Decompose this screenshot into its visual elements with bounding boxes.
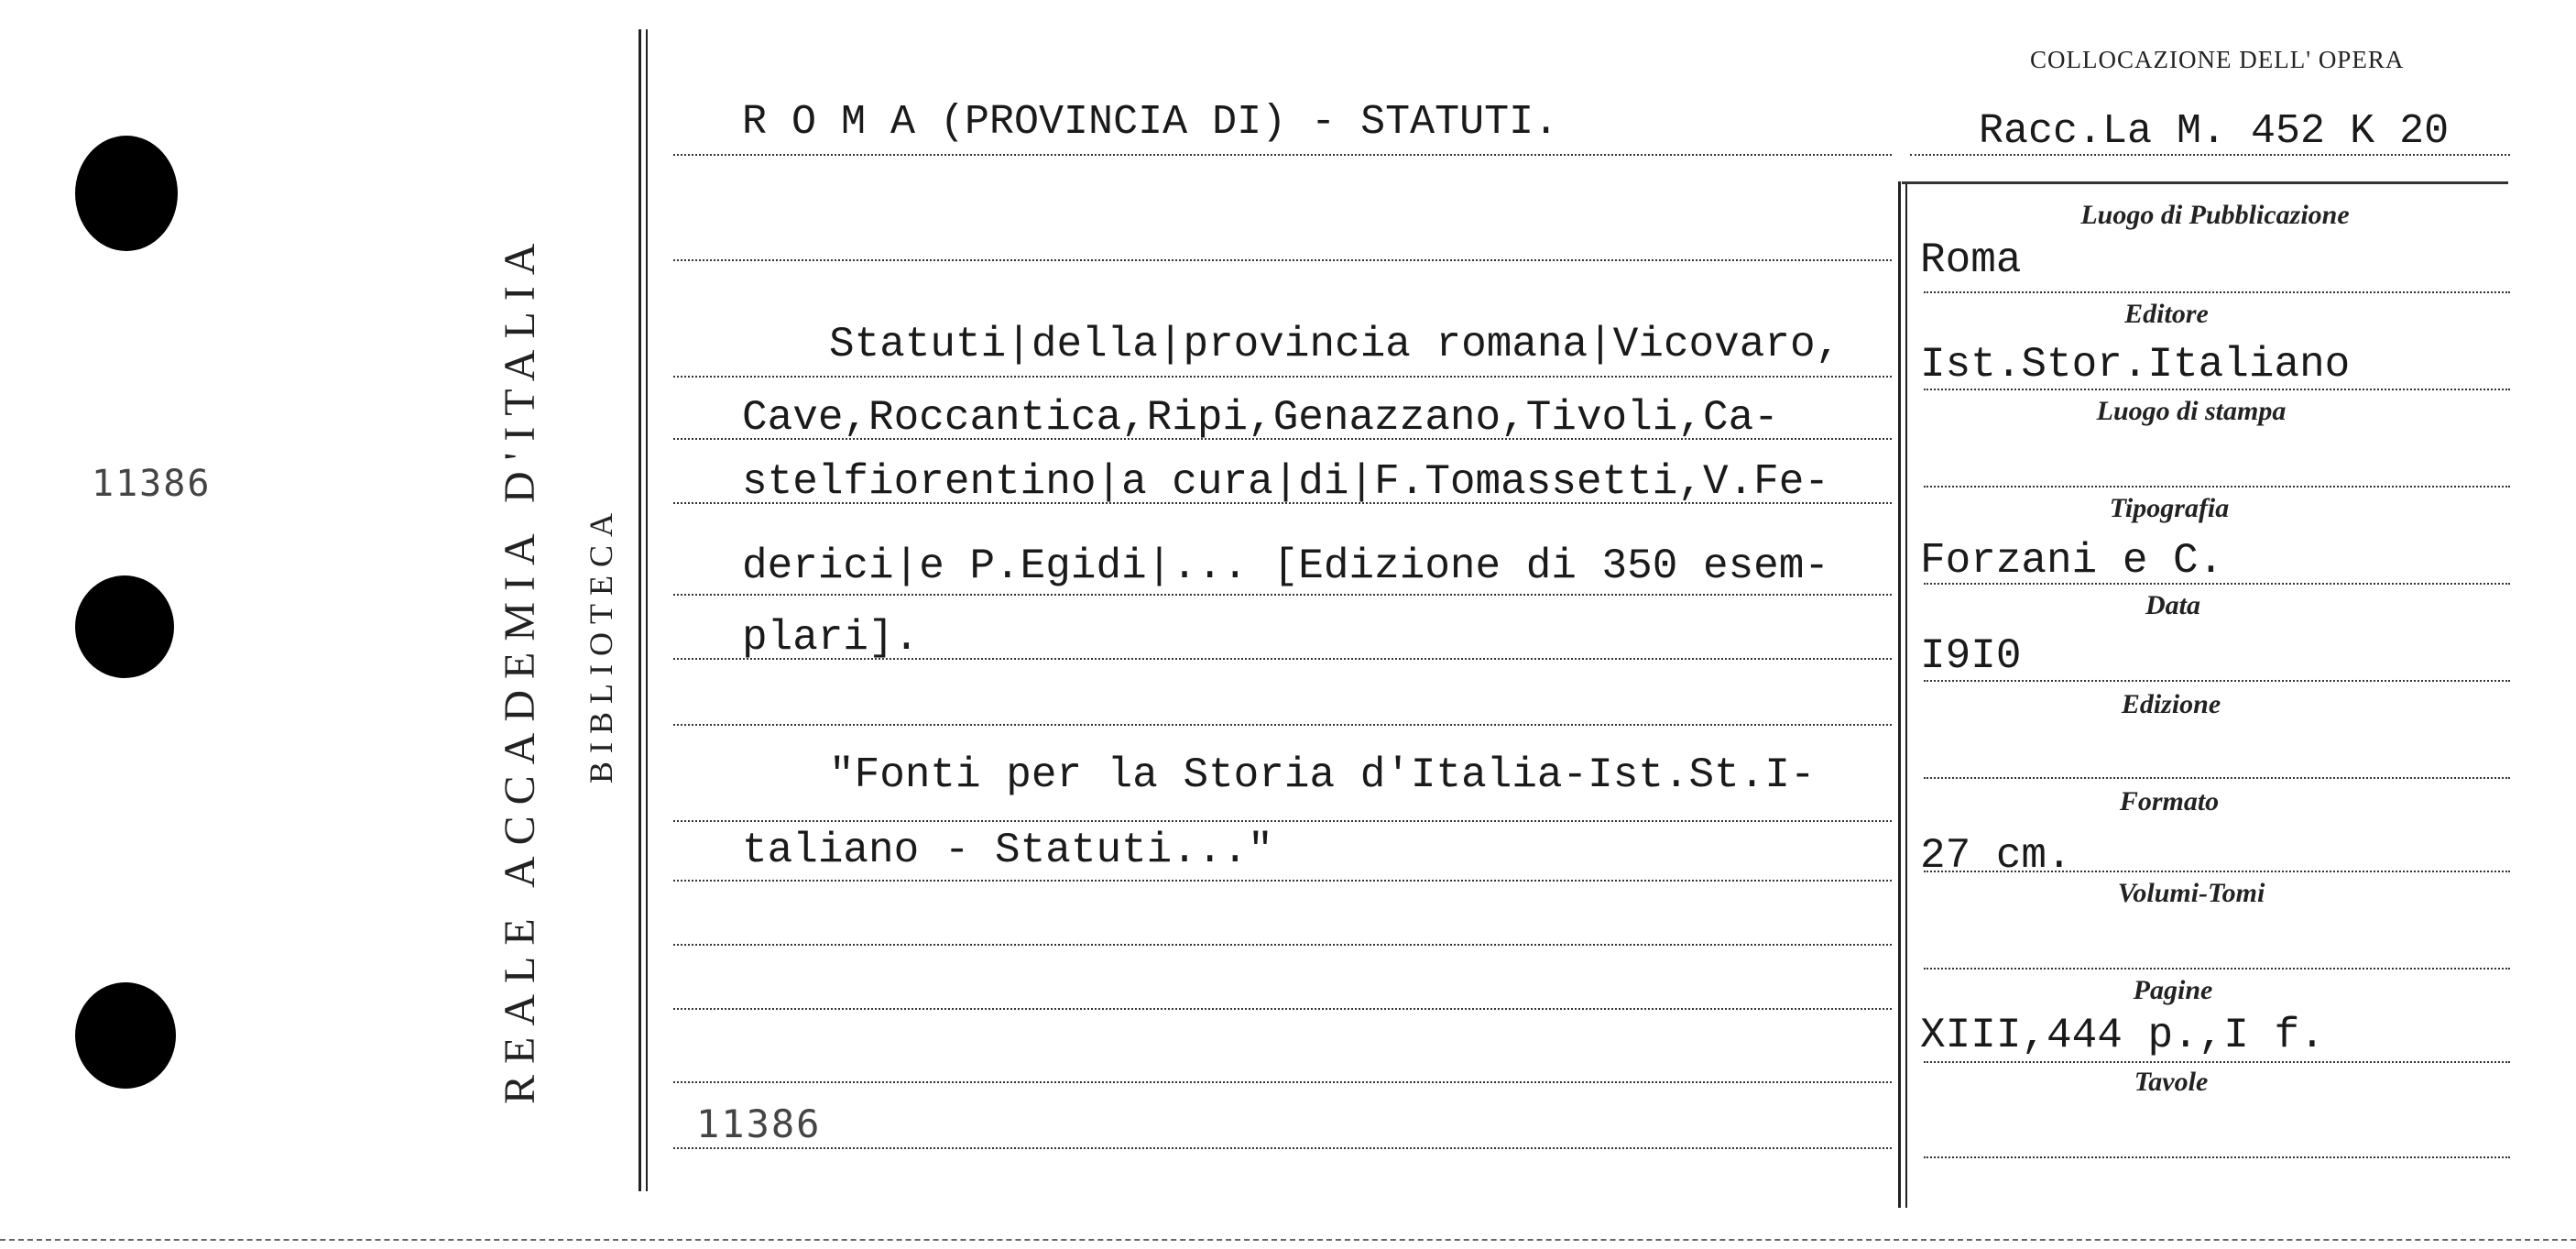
field-line xyxy=(1924,583,2510,585)
field-line xyxy=(1924,968,2510,970)
ruling-line xyxy=(673,1081,1892,1083)
description-line: Cave,Roccantica,Ripi,Genazzano,Tivoli,Ca- xyxy=(742,394,1779,442)
ruling-line xyxy=(673,594,1892,596)
ruling-line xyxy=(673,376,1892,378)
punch-hole-middle xyxy=(75,575,174,678)
field-line xyxy=(1924,1156,2510,1158)
ruling-line xyxy=(673,1008,1892,1010)
field-label-formato: Formato xyxy=(2119,786,2220,816)
punch-hole-top xyxy=(75,136,178,251)
field-label-volumi-tomi: Volumi-Tomi xyxy=(2117,878,2265,908)
field-value-editore: Ist.Stor.Italiano xyxy=(1920,341,2351,389)
field-line xyxy=(1924,1061,2510,1063)
field-value-data: I9I0 xyxy=(1920,632,2022,680)
field-line xyxy=(1924,389,2510,390)
field-line xyxy=(1924,871,2510,872)
field-label-edizione: Edizione xyxy=(2121,689,2221,719)
field-value-luogo-pubblicazione: Roma xyxy=(1920,236,2022,284)
ruling-line xyxy=(673,944,1892,946)
field-line xyxy=(1924,680,2510,682)
ruling-line xyxy=(673,880,1892,882)
ruling-line xyxy=(673,1147,1892,1149)
institution-name: REALE ACCADEMIA D'ITALIA xyxy=(496,232,544,1104)
right-box-top-rule xyxy=(1902,181,2508,184)
field-label-tavole: Tavole xyxy=(2134,1067,2209,1097)
collocazione-label: COLLOCAZIONE DELL' OPERA xyxy=(2030,46,2405,73)
field-label-luogo-stampa: Luogo di stampa xyxy=(2096,396,2287,426)
page-title: R O M A (PROVINCIA DI) - STATUTI. xyxy=(742,99,1559,146)
ruling-line xyxy=(1910,154,2510,156)
description-line: derici|e P.Egidi|... [Edizione di 350 esem- xyxy=(742,542,1829,590)
description-line: stelfiorentino|a cura|di|F.Tomassetti,V.Fe- xyxy=(742,458,1829,506)
field-label-data: Data xyxy=(2145,590,2200,620)
description-line: plari]. xyxy=(742,614,920,662)
field-label-pagine: Pagine xyxy=(2133,975,2213,1005)
field-line xyxy=(1924,291,2510,293)
ruling-line xyxy=(673,724,1892,726)
field-label-editore: Editore xyxy=(2124,299,2209,329)
series-line: taliano - Statuti..." xyxy=(742,827,1273,874)
field-line xyxy=(1924,777,2510,779)
card-bottom-edge xyxy=(0,1239,2576,1241)
ruling-line xyxy=(673,820,1892,822)
field-label-tipografia: Tipografia xyxy=(2109,493,2230,523)
accession-number: 11386 xyxy=(92,463,212,505)
ruling-line xyxy=(673,259,1892,261)
ruling-line xyxy=(673,154,1892,156)
description-line: Statuti|della|provincia romana|Vicovaro, xyxy=(829,321,1841,368)
field-label-luogo-pubblicazione: Luogo di Pubblicazione xyxy=(2080,200,2350,230)
field-value-tipografia: Forzani e C. xyxy=(1920,537,2224,585)
field-line xyxy=(1924,486,2510,488)
department-name: BIBLIOTECA xyxy=(583,505,619,783)
left-rule-inner xyxy=(646,29,648,1191)
field-value-formato: 27 cm. xyxy=(1920,832,2072,880)
footer-accession-number: 11386 xyxy=(696,1101,822,1146)
field-value-pagine: XIII,444 p.,I f. xyxy=(1920,1012,2325,1059)
left-rule xyxy=(639,29,641,1191)
punch-hole-bottom xyxy=(75,982,176,1089)
series-line: "Fonti per la Storia d'Italia-Ist.St.I- xyxy=(829,751,1816,799)
collocazione-value: Racc.La M. 452 K 20 xyxy=(1979,108,2450,155)
